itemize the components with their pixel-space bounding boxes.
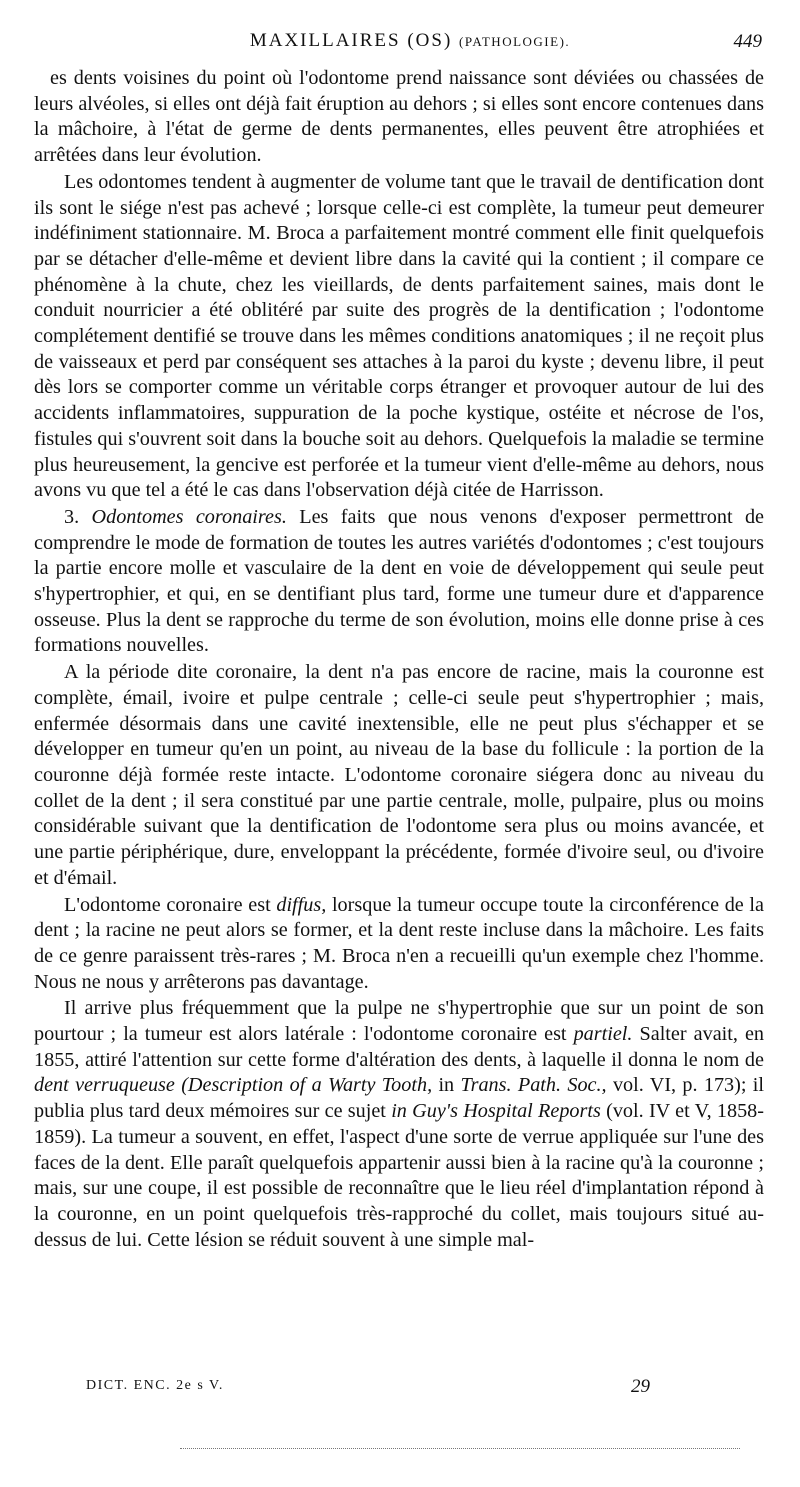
citation-journal: Trans. Path. Soc., (460, 1074, 607, 1097)
term-partiel: partiel. (573, 1023, 633, 1046)
paragraph-5-text: lorsque la tumeur occupe toute la circonférence de la dent ; la racine ne peut alors se former, et la dent reste incluse dans la mâchoire. Les faits de ce genre paraissent très-rares ; M. Broca n'en a recueilli qu'un exemple chez l'homme. Nous ne nous y arrêterons pas davantage. (34, 893, 765, 993)
paragraph-6 (34, 996, 764, 1253)
header-subtitle: (PATHOLOGIE). (459, 34, 571, 49)
page-footer (86, 1378, 650, 1404)
citation-in: in (438, 1074, 455, 1097)
term-dent-verruqueuse: dent verruqueuse (34, 1074, 175, 1097)
paragraph-2: Les odontomes tendent à augmenter de volume tant que le travail de dentification dont ils sont le siége n'est pas achevé ; lorsque celle-ci est complète, la tumeur peut demeurer indéfiniment stationnaire. M. Broca a parfaitement montré comment elle finit quelquefois par se détacher d'elle-même et devient libre dans la cavité qui la contient ; il compare ce phénomène à la chute, chez les vieillards, de dents parfaitement saines, mais dont le conduit nourricier a été oblitéré par suite des progrès de la dentification ; l'odontome complétement dentifié se trouve dans les mêmes conditions anatomiques ; il ne reçoit plus de vaisseaux et perd par conséquent ses attaches à la paroi du kyste ; devenu libre, il peut dès lors se comporter comme un véritable corps étranger et provoquer autour de lui des accidents inflammatoires, suppuration de la poche kystique, ostéite et nécrose de l'os, fistules qui s'ouvrent soit dans la bouche soit au dehors. Quelquefois la maladie se termine plus heureusement, la gencive est perforée et la tumeur vient d'elle-même au dehors, nous avons vu que tel a été le cas dans l'observation déjà citée de Harrisson. (34, 170, 764, 502)
header-title: MAXILLAIRES (OS) (249, 30, 453, 51)
paragraph-3 (34, 505, 764, 659)
paragraph-6-text: Il arrive plus fréquemment que la pulpe ne s'hypertrophie que sur un point de son pourtour ; la tumeur est alors latérale : l'odontome coronaire est (34, 997, 764, 1046)
body-text (34, 66, 764, 1253)
paragraph-1: es dents voisines du point où l'odontome prend naissance sont déviées ou chassées de leurs alvéoles, si elles ont déjà fait éruption au dehors ; si elles sont encore contenues dans la mâchoire, à l'état de germe de dents permanentes, elles peuvent être atrophiées et arrêtées dans leur évolution. (34, 67, 764, 167)
paragraph-6-salter: Salter avait, en 1855, attiré l'attention sur cette forme d'altération des dents, à laquelle il donna le nom de (34, 1023, 765, 1071)
term-diffus: diffus, (276, 893, 327, 916)
paragraph-3-text: Les faits que nous venons d'exposer permettront de comprendre le mode de formation de toutes les autres variétés d'odontomes ; c'est toujours la partie encore molle et vasculaire de la dent en voie de développement qui seule peut s'hypertrophier, et qui, en se dentifiant plus tard, forme une tumeur dure et d'apparence osseuse. Plus la dent se rapproche du terme de son évolution, moins elle donne prise à ces formations nouvelles. (34, 505, 764, 657)
running-title (58, 30, 762, 52)
section-heading: Odontomes coronaires. (91, 505, 287, 528)
paragraph-6-end: (vol. IV et V, 1858-1859). La tumeur a souvent, en effet, l'aspect d'une sorte de verrue appliquée sur l'une des faces de la dent. Elle paraît quelquefois appartenir aussi bien à la racine qu'à la couronne ; mais, sur une coupe, il est possible de reconnaître que le lieu réel d'implantation répond à la couronne, en un point quelquefois très-rapproché du collet, mais toujours situé au-dessus de lui. Cette lésion se réduit souvent à une simple mal- (34, 1100, 764, 1251)
running-header (58, 30, 762, 60)
paragraph-5-start: L'odontome coronaire est (64, 893, 271, 916)
bottom-rule (180, 1448, 740, 1449)
paragraph-6-publia: ; il publia plus tard deux mémoires sur ce sujet (34, 1074, 765, 1123)
page-number: 449 (733, 31, 762, 52)
citation-warty-tooth: (Description of a Warty Tooth, (181, 1074, 433, 1097)
citation-volume: vol. VI, p. 173) (612, 1074, 741, 1097)
paragraph-5 (34, 893, 764, 996)
signature-mark: DICT. ENC. 2e s V. (86, 1378, 224, 1393)
citation-guys-reports: in Guy's Hospital Reports (391, 1100, 601, 1123)
section-number: 3. (64, 505, 80, 528)
signature-number: 29 (631, 1376, 650, 1397)
paragraph-4: A la période dite coronaire, la dent n'a pas encore de racine, mais la couronne est complète, émail, ivoire et pulpe centrale ; celle-ci seule peut s'hypertrophier ; mais, enfermée désormais dans une cavité inextensible, elle ne peut plus s'échapper et se développer en tumeur qu'en un point, au niveau de la base du follicule : la portion de la couronne déjà formée reste intacte. L'odontome coronaire siégera donc au niveau du collet de la dent ; il sera constitué par une partie centrale, molle, pulpaire, plus ou moins considérable suivant que la dentification de l'odontome sera plus ou moins avancée, et une partie périphérique, dure, enveloppant la précédente, formée d'ivoire seul, ou d'ivoire et d'émail. (34, 661, 764, 889)
